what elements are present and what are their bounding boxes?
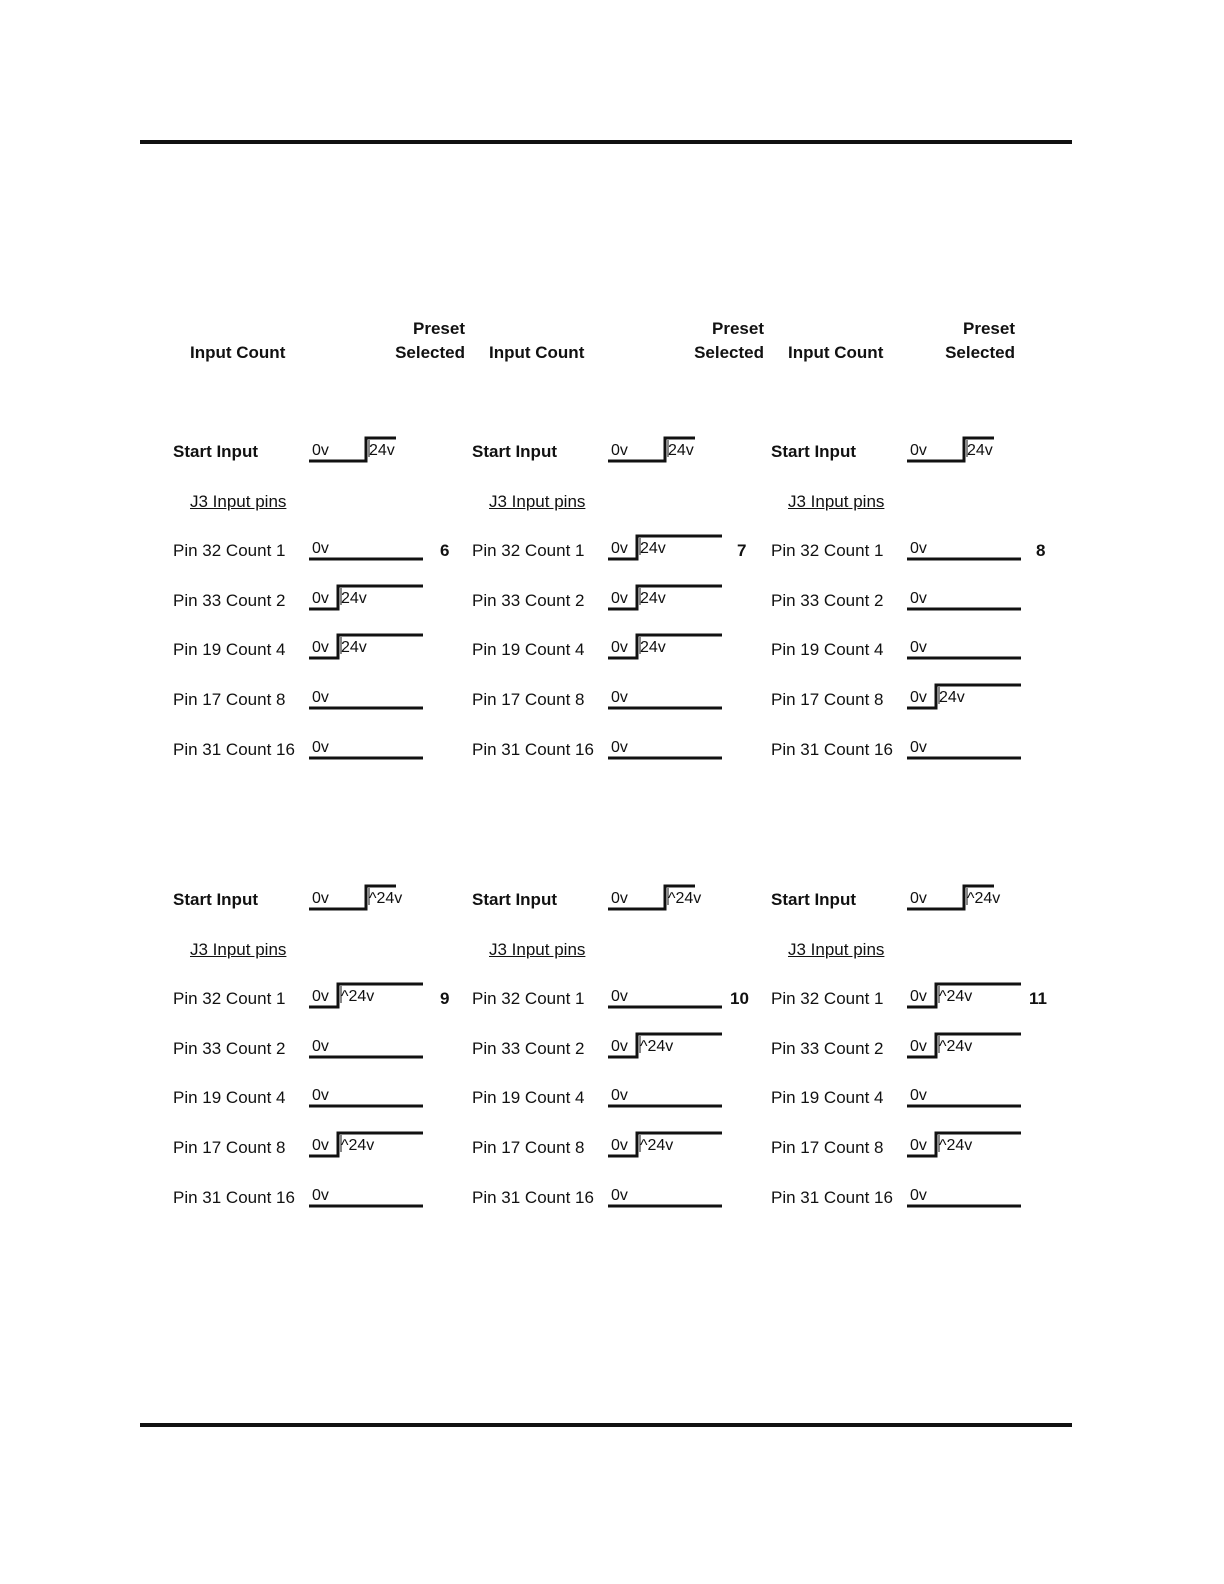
high-level-label: 24v (640, 589, 666, 607)
pin-row-label: Pin 31 Count 16 (173, 739, 295, 759)
pin-waveform (906, 1031, 1022, 1059)
low-level-label: 0v (910, 589, 927, 607)
pin-waveform (906, 732, 1022, 760)
low-level-label: 0v (910, 988, 927, 1006)
top-rule (140, 140, 1072, 144)
high-level-label: ^24v (939, 988, 973, 1006)
low-level-label: 0v (910, 890, 927, 907)
pin-row-label: Pin 19 Count 4 (472, 640, 585, 660)
preset-selected-value: 9 (440, 989, 450, 1009)
start-input-waveform (308, 435, 424, 463)
low-level-label: 0v (312, 988, 329, 1006)
pin-waveform (308, 632, 424, 660)
high-level-label: 24v (341, 589, 367, 607)
preset-header-line1: Preset (963, 319, 1015, 338)
preset-header-line2: Selected (694, 343, 764, 362)
low-level-label: 0v (312, 589, 329, 607)
pin-row-label: Pin 33 Count 2 (472, 1038, 585, 1058)
pin-row-label: Pin 32 Count 1 (472, 989, 585, 1009)
pin-waveform (308, 1180, 424, 1208)
input-count-header: Input Count (190, 343, 286, 362)
pin-waveform (607, 1180, 723, 1208)
preset-selected-value: 6 (440, 541, 450, 561)
low-level-label: 0v (611, 1037, 628, 1055)
pin-row-label: Pin 32 Count 1 (472, 541, 585, 561)
start-input-label: Start Input (771, 890, 856, 909)
start-input-waveform (906, 435, 1022, 463)
start-input-label: Start Input (771, 442, 856, 461)
pin-waveform (607, 1080, 723, 1108)
j3-input-pins-label: J3 Input pins (190, 939, 287, 959)
pin-waveform (308, 533, 424, 561)
low-level-label: 0v (611, 1186, 628, 1204)
low-level-label: 0v (611, 689, 628, 706)
low-level-label: 0v (910, 1186, 927, 1204)
pin-waveform (308, 981, 424, 1009)
pin-row-label: Pin 19 Count 4 (771, 640, 884, 660)
start-input-waveform (906, 883, 1022, 911)
pin-row-label: Pin 32 Count 1 (173, 989, 286, 1009)
low-level-label: 0v (611, 738, 628, 756)
pin-waveform (308, 732, 424, 760)
pin-row-label: Pin 17 Count 8 (173, 1138, 286, 1157)
preset-selected-value: 10 (730, 989, 749, 1009)
low-level-label: 0v (312, 639, 329, 657)
low-level-label: 0v (611, 988, 628, 1006)
pin-waveform (607, 981, 723, 1009)
high-level-label: ^24v (967, 890, 1001, 907)
pin-waveform (308, 1080, 424, 1108)
pin-row-label: Pin 32 Count 1 (771, 989, 884, 1009)
low-level-label: 0v (910, 1137, 927, 1154)
low-level-label: 0v (910, 1087, 927, 1105)
high-level-label: 24v (341, 639, 367, 657)
pin-waveform (906, 1180, 1022, 1208)
pin-waveform (607, 1031, 723, 1059)
low-level-label: 0v (312, 689, 329, 706)
low-level-label: 0v (611, 1137, 628, 1154)
start-input-label: Start Input (173, 890, 258, 909)
low-level-label: 0v (611, 442, 628, 459)
pin-waveform (607, 1130, 723, 1158)
preset-header-line2: Selected (945, 343, 1015, 362)
pin-row-label: Pin 31 Count 16 (173, 1187, 295, 1207)
high-level-label: ^24v (939, 1037, 973, 1055)
pin-waveform (906, 981, 1022, 1009)
pin-row-label: Pin 33 Count 2 (173, 1038, 286, 1058)
pin-row-label: Pin 17 Count 8 (771, 690, 884, 709)
start-input-waveform (607, 435, 723, 463)
preset-header-line1: Preset (413, 319, 465, 338)
input-count-header: Input Count (489, 343, 585, 362)
pin-row-label: Pin 33 Count 2 (173, 590, 286, 610)
low-level-label: 0v (312, 1037, 329, 1055)
pin-waveform (308, 682, 424, 710)
low-level-label: 0v (611, 1087, 628, 1105)
high-level-label: 24v (668, 442, 694, 459)
pin-row-label: Pin 33 Count 2 (771, 1038, 884, 1058)
preset-selected-value: 8 (1036, 541, 1046, 561)
pin-waveform (607, 682, 723, 710)
high-level-label: ^24v (369, 890, 403, 907)
pin-waveform (906, 533, 1022, 561)
pin-row-label: Pin 17 Count 8 (472, 690, 585, 709)
low-level-label: 0v (312, 738, 329, 756)
low-level-label: 0v (611, 890, 628, 907)
pin-row-label: Pin 19 Count 4 (472, 1088, 585, 1108)
pin-waveform (308, 1031, 424, 1059)
pin-row-label: Pin 19 Count 4 (173, 640, 286, 660)
pin-waveform (906, 682, 1022, 710)
high-level-label: ^24v (640, 1137, 674, 1154)
preset-header-line1: Preset (712, 319, 764, 338)
pin-row-label: Pin 19 Count 4 (771, 1088, 884, 1108)
start-input-label: Start Input (173, 442, 258, 461)
pin-row-label: Pin 31 Count 16 (771, 739, 893, 759)
start-input-label: Start Input (472, 442, 557, 461)
high-level-label: 24v (640, 540, 666, 558)
low-level-label: 0v (312, 540, 329, 558)
start-input-waveform (607, 883, 723, 911)
low-level-label: 0v (611, 540, 628, 558)
pin-waveform (906, 632, 1022, 660)
high-level-label: ^24v (939, 1137, 973, 1154)
low-level-label: 0v (611, 589, 628, 607)
start-input-waveform (308, 883, 424, 911)
pin-row-label: Pin 17 Count 8 (173, 690, 286, 709)
pin-row-label: Pin 31 Count 16 (771, 1187, 893, 1207)
low-level-label: 0v (312, 1186, 329, 1204)
j3-input-pins-label: J3 Input pins (489, 491, 586, 511)
preset-header-line2: Selected (395, 343, 465, 362)
low-level-label: 0v (910, 1037, 927, 1055)
pin-waveform (308, 1130, 424, 1158)
j3-input-pins-label: J3 Input pins (489, 939, 586, 959)
j3-input-pins-label: J3 Input pins (190, 491, 287, 511)
pin-row-label: Pin 32 Count 1 (173, 541, 286, 561)
high-level-label: 24v (369, 442, 395, 459)
pin-row-label: Pin 19 Count 4 (173, 1088, 286, 1108)
low-level-label: 0v (910, 738, 927, 756)
pin-row-label: Pin 32 Count 1 (771, 541, 884, 561)
pin-row-label: Pin 33 Count 2 (472, 590, 585, 610)
high-level-label: ^24v (341, 988, 375, 1006)
bottom-rule (140, 1423, 1072, 1427)
pin-waveform (906, 1080, 1022, 1108)
pin-row-label: Pin 31 Count 16 (472, 1187, 594, 1207)
low-level-label: 0v (910, 689, 927, 706)
low-level-label: 0v (312, 1137, 329, 1154)
preset-selected-value: 7 (737, 541, 747, 561)
pin-waveform (607, 632, 723, 660)
low-level-label: 0v (910, 540, 927, 558)
pin-row-label: Pin 17 Count 8 (771, 1138, 884, 1157)
high-level-label: 24v (967, 442, 993, 459)
high-level-label: ^24v (668, 890, 702, 907)
high-level-label: 24v (939, 689, 965, 706)
low-level-label: 0v (312, 890, 329, 907)
pin-waveform (906, 583, 1022, 611)
low-level-label: 0v (910, 639, 927, 657)
j3-input-pins-label: J3 Input pins (788, 491, 885, 511)
pin-waveform (607, 583, 723, 611)
low-level-label: 0v (312, 1087, 329, 1105)
low-level-label: 0v (910, 442, 927, 459)
preset-selected-value: 11 (1029, 989, 1047, 1009)
pin-row-label: Pin 33 Count 2 (771, 590, 884, 610)
low-level-label: 0v (611, 639, 628, 657)
high-level-label: 24v (640, 639, 666, 657)
pin-waveform (308, 583, 424, 611)
input-count-header: Input Count (788, 343, 884, 362)
pin-row-label: Pin 31 Count 16 (472, 739, 594, 759)
pin-waveform (906, 1130, 1022, 1158)
high-level-label: ^24v (640, 1037, 674, 1055)
j3-input-pins-label: J3 Input pins (788, 939, 885, 959)
pin-waveform (607, 732, 723, 760)
high-level-label: ^24v (341, 1137, 375, 1154)
pin-row-label: Pin 17 Count 8 (472, 1138, 585, 1157)
low-level-label: 0v (312, 442, 329, 459)
pin-waveform (607, 533, 723, 561)
start-input-label: Start Input (472, 890, 557, 909)
